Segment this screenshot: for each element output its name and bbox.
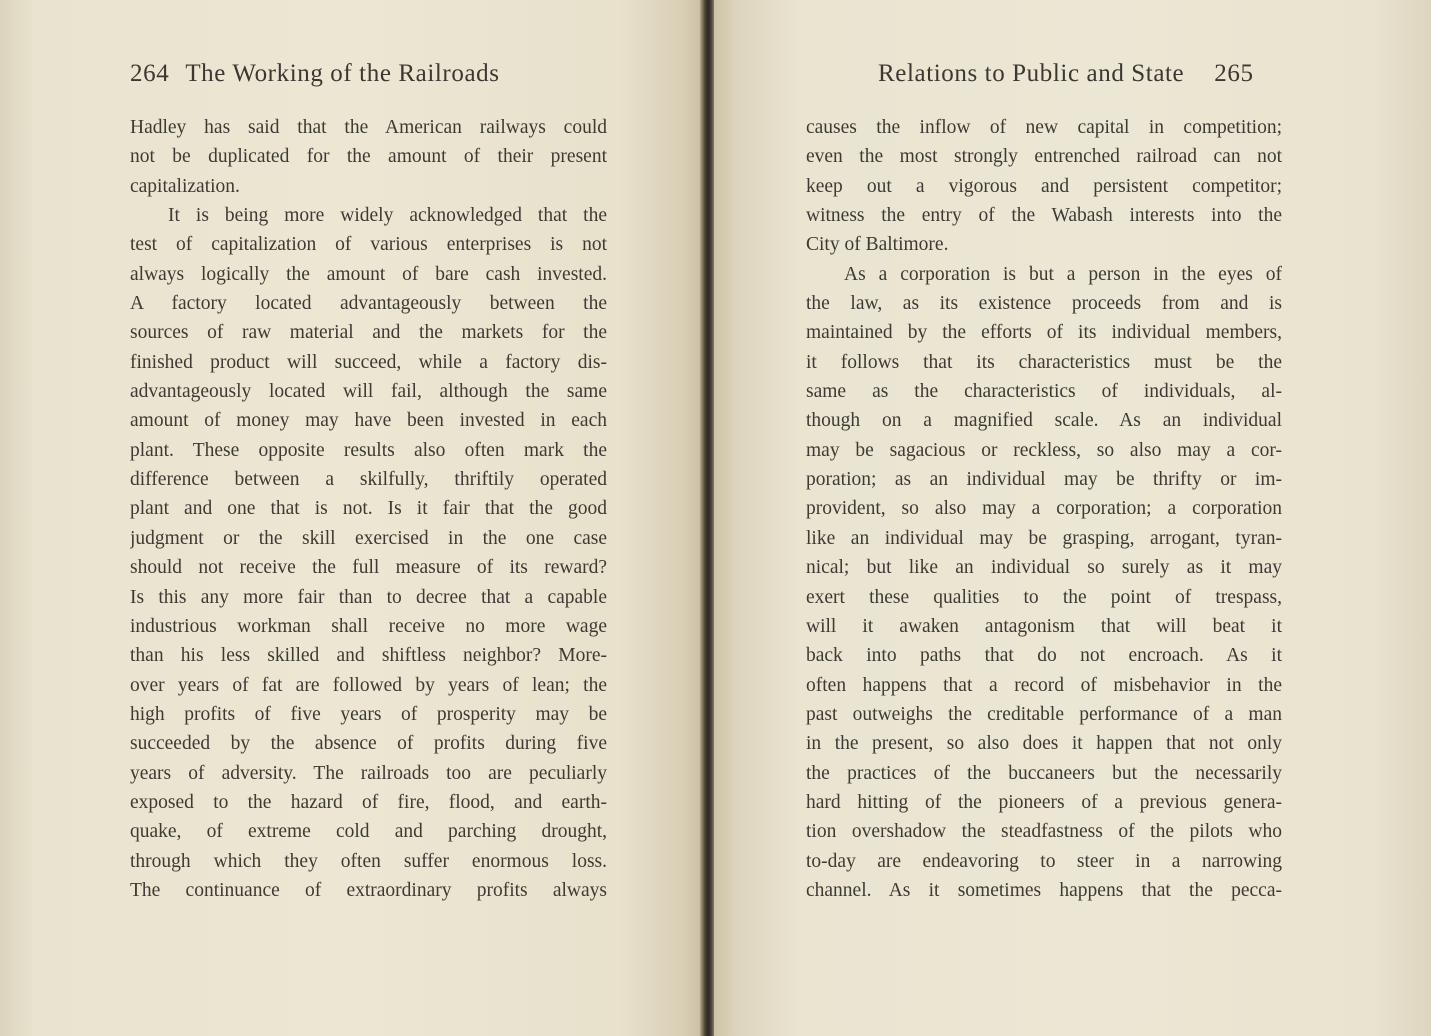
text-line: over years of fat are followed by years of lean; the [130,674,607,696]
text-line: same as the characteristics of individuals, al- [806,381,1282,403]
text-line: maintained by the efforts of its individual members, [806,322,1282,344]
text-line: quake, of extreme cold and parching drought, [130,821,607,843]
text-line: will it awaken antagonism that will beat it [806,615,1282,637]
text-line: finished product will succeed, while a factory dis- [130,351,607,373]
text-line: in the present, so also does it happen that not only [806,733,1282,755]
text-line: back into paths that do not encroach. As it [806,645,1282,667]
text-line: provident, so also may a corporation; a corporation [806,498,1282,520]
right-page-number: 265 [1214,60,1254,87]
text-line: succeeded by the absence of profits during five [130,733,607,755]
left-page-header [130,60,500,88]
text-line: As a corporation is but a person in the eyes of [844,263,1282,285]
text-line: industrious workman shall receive no more wage [130,615,607,637]
left-page-body [130,113,607,905]
text-line: It is being more widely acknowledged that the [168,205,607,227]
text-line: may be sagacious or reckless, so also may a cor- [806,439,1282,461]
left-page-number: 264 [130,60,170,87]
text-line: exposed to the hazard of fire, flood, and earth- [130,791,607,813]
text-line: to-day are endeavoring to steer in a narrowing [806,850,1282,872]
text-line: amount of money may have been invested in each [130,410,607,432]
text-line: years of adversity. The railroads too are peculiarly [130,762,607,784]
text-line: capitalization. [130,175,240,197]
text-line: like an individual may be grasping, arrogant, tyran- [806,527,1282,549]
text-line: City of Baltimore. [806,234,949,256]
text-line: plant. These opposite results also often mark the [130,439,607,461]
text-line: A factory located advantageously between the [130,293,607,315]
text-line: through which they often suffer enormous loss. [130,850,607,872]
text-line: high profits of five years of prosperity may be [130,703,607,725]
text-line: plant and one that is not. Is it fair that the good [130,498,607,520]
text-line: than his less skilled and shiftless neighbor? More- [130,645,607,667]
text-line: even the most strongly entrenched railroad can not [806,146,1282,168]
text-line: The continuance of extraordinary profits always [130,879,607,901]
text-line: exert these qualities to the point of trespass, [806,586,1282,608]
text-line: witness the entry of the Wabash interests into the [806,205,1282,227]
right-page [714,0,1431,1036]
text-line: should not receive the full measure of its reward? [130,557,607,579]
text-line: poration; as an individual may be thrifty or im- [806,469,1282,491]
right-running-head: Relations to Public and State [878,60,1185,87]
text-line: causes the inflow of new capital in competition; [806,117,1282,138]
text-line: past outweighs the creditable performance of a man [806,703,1282,725]
text-line: the practices of the buccaneers but the necessarily [806,762,1282,784]
text-line: sources of raw material and the markets for the [130,322,607,344]
text-line: tion overshadow the steadfastness of the pilots who [806,821,1282,843]
text-line: nical; but like an individual so surely as it may [806,557,1282,579]
text-line: difference between a skilfully, thriftily operated [130,469,607,491]
text-line: it follows that its characteristics must be the [806,351,1282,373]
text-line: channel. As it sometimes happens that the pecca- [806,879,1282,901]
text-line: not be duplicated for the amount of their present [130,146,607,168]
text-line: Hadley has said that the American railways could [130,117,607,138]
text-line: the law, as its existence proceeds from and is [806,293,1282,315]
left-running-head: The Working of the Railroads [185,60,500,87]
text-line: though on a magnified scale. As an individual [806,410,1282,432]
left-page [0,0,704,1036]
right-page-header [878,60,1254,88]
text-line: Is this any more fair than to decree that a capable [130,586,607,608]
text-line: judgment or the skill exercised in the one case [130,527,607,549]
text-line: always logically the amount of bare cash invested. [130,263,607,285]
text-line: test of capitalization of various enterprises is not [130,234,607,256]
right-page-body [806,113,1282,905]
text-line: advantageously located will fail, although the same [130,381,607,403]
text-line: hard hitting of the pioneers of a previous genera- [806,791,1282,813]
text-line: keep out a vigorous and persistent competitor; [806,175,1282,197]
text-line: often happens that a record of misbehavior in the [806,674,1282,696]
